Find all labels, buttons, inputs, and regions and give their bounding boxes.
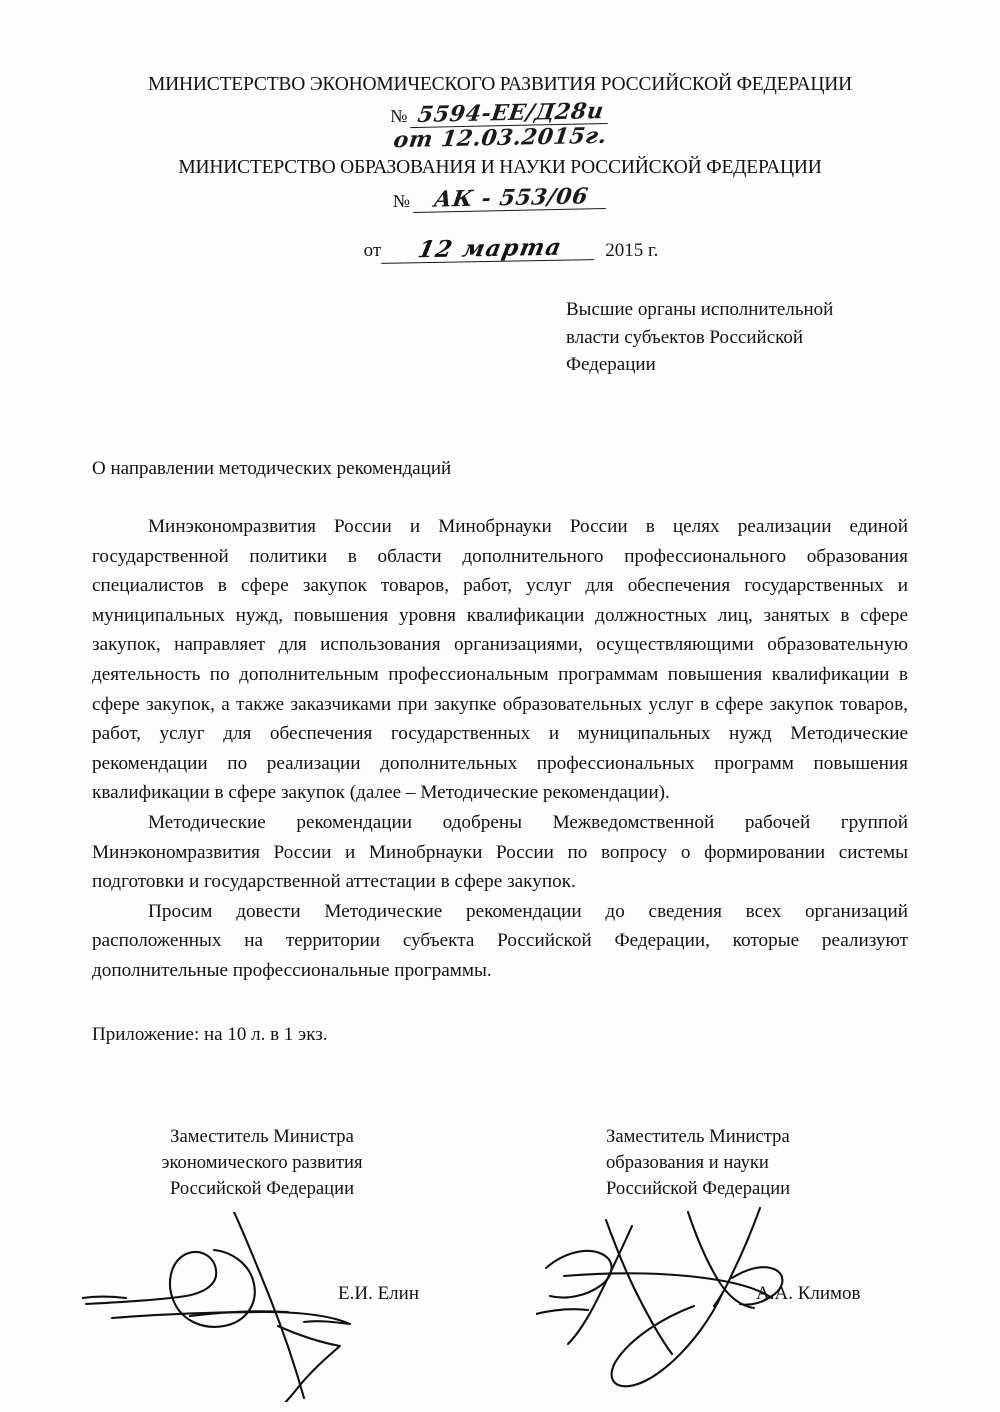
letter-body: [92, 512, 908, 986]
addressee-line-1: Высшие органы исполнительной: [566, 299, 834, 320]
addressee-block: [566, 296, 926, 379]
body-paragraph-3: Просим довести Методические рекомендации до сведения всех организаций расположенных на территории субъекта Российской Федерации, которые реализуют дополнительные профессиональные программы.: [92, 900, 908, 981]
letterhead-header: [0, 72, 1000, 262]
signature-block-left: [122, 1124, 462, 1304]
registration-number-value-1: 5594-ЕЕ/Д28и: [410, 100, 611, 128]
signature-block-right: [566, 1124, 906, 1304]
subject-line: О направлении методических рекомендаций: [92, 458, 452, 479]
signer-left-title-line-1: Заместитель Министра: [170, 1126, 354, 1147]
addressee-line-2: власти субъектов Российской: [566, 326, 804, 348]
signature-elin: [82, 1212, 442, 1402]
signer-right-name: А.А. Климов: [756, 1283, 861, 1304]
registration-number-value-2: АК - 553/06: [413, 185, 609, 213]
number-sign-label-2: №: [392, 191, 411, 211]
signer-left-name: Е.И. Елин: [338, 1283, 420, 1304]
signer-right-title-line-1: Заместитель Министра: [606, 1126, 790, 1147]
ministry-name-education-science: МИНИСТЕРСТВО ОБРАЗОВАНИЯ И НАУКИ РОССИЙСКОЙ ФЕДЕРАЦИИ: [178, 157, 822, 178]
body-paragraph-2: Методические рекомендации одобрены Межведомственной рабочей группой Минэкономразвития России и Минобрнауки России по вопросу о формировании системы подготовки и государственной аттестации в сфере закупок.: [92, 811, 908, 893]
signer-left-title-line-2: экономического развития: [161, 1152, 363, 1173]
addressee-line-3: Федерации: [566, 354, 656, 375]
ministry-name-economic-development: МИНИСТЕРСТВО ЭКОНОМИЧЕСКОГО РАЗВИТИЯ РОССИЙСКОЙ ФЕДЕРАЦИИ: [147, 74, 853, 95]
signer-left-title-line-3: Российской Федерации: [169, 1178, 355, 1199]
date-handwritten-value: 12 марта: [381, 235, 599, 264]
signature-area: [0, 1124, 1000, 1394]
letter-date-row: [0, 233, 1000, 264]
date-year-label: 2015 г.: [605, 240, 659, 261]
date-prefix-label: от: [363, 240, 382, 261]
registration-number-row-1: [0, 98, 1000, 128]
signer-right-title-line-2: образования и науки: [606, 1152, 769, 1173]
registration-date-handwritten-1: от 12.03.2015г.: [391, 122, 609, 154]
signer-right-title-line-3: Российской Федерации: [606, 1178, 791, 1199]
attachment-note: Приложение: на 10 л. в 1 экз.: [92, 1024, 328, 1045]
registration-date-row-1: [0, 122, 1000, 154]
number-sign-label-1: №: [390, 106, 408, 126]
registration-number-row-2: [0, 183, 1000, 213]
body-paragraph-1: Минэкономразвития России и Минобрнауки России в целях реализации единой государственной политики в области дополнительного профессионального образования специалистов в сфере закупок товаров, работ, услуг для обеспечения государственных и муниципальных нужд, повышения уровня квалификации должностных лиц, занятых в сфере закупок, направляет для использования организациями, осуществляющими образовательную деятельность по дополнительным профессиональным программам повышения квалификации в сфере закупок, а также заказчиками при закупке образовательных услуг в сфере закупок товаров, работ, услуг для обеспечения государственных и муниципальных нужд Методические рекомендации по реализации дополнительных профессиональных программ повышения квалификации в сфере закупок (далее – Методические рекомендации).: [92, 516, 908, 804]
